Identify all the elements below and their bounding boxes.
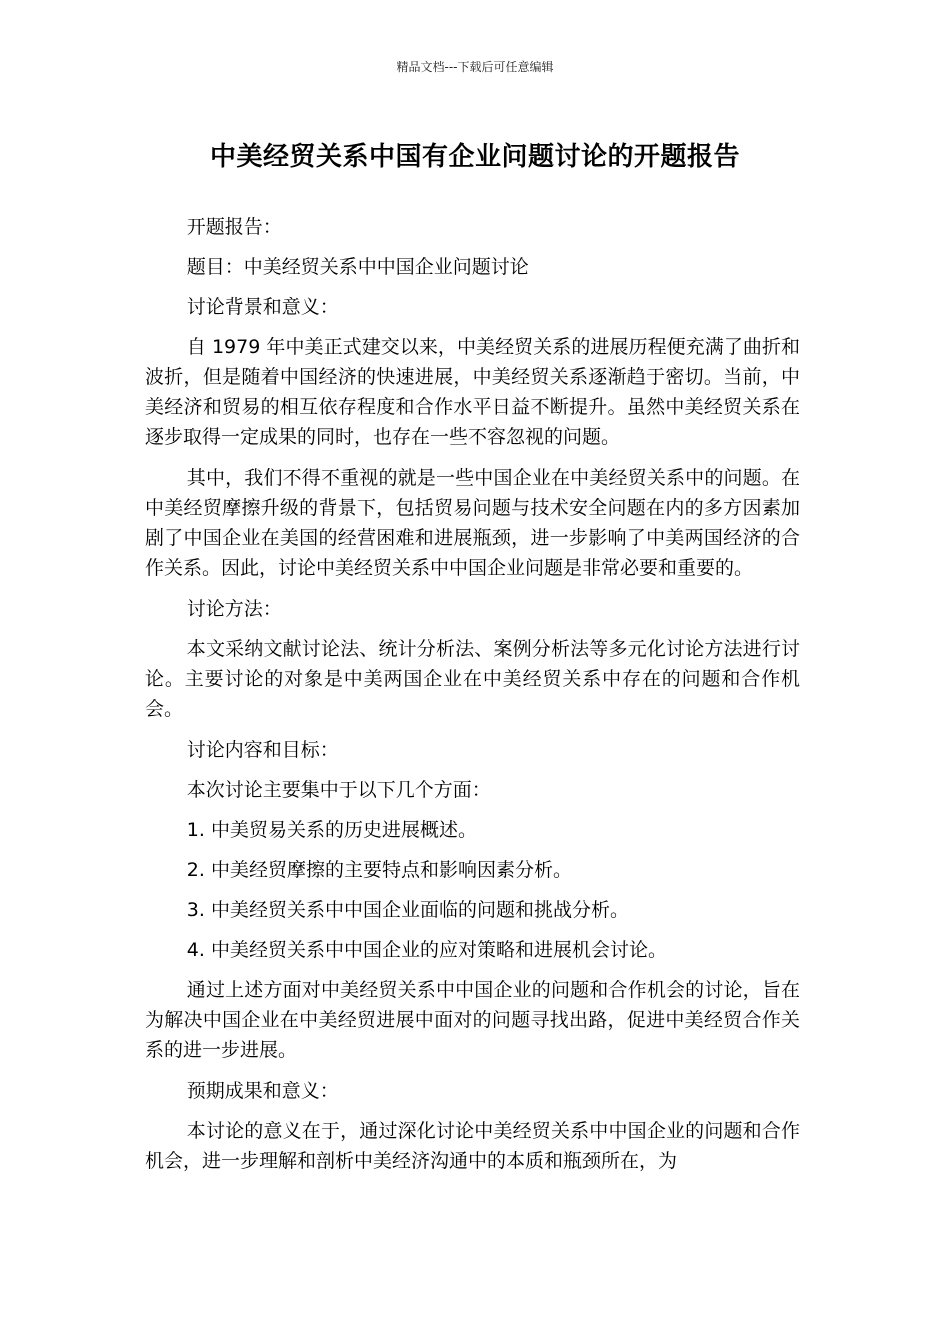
paragraph: 预期成果和意义： bbox=[186, 1080, 339, 1102]
paragraph: 本文采纳文献讨论法、统计分析法、案例分析法等多元化讨论方法进行讨论。主要讨论的对象是中美两国企业在中美经贸关系中存在的问题和合作机会。 bbox=[145, 638, 800, 720]
paragraph: 自 1979 年中美正式建交以来，中美经贸关系的进展历程便充满了曲折和波折，但是随着中国经济的快速进展，中美经贸关系逐渐趋于密切。当前，中美经济和贸易的相互依存程度和合作水平日益不断提升。虽然中美经贸关系在逐步取得一定成果的同时，也存在一些不容忽视的问题。 bbox=[145, 336, 800, 448]
paragraph: 通过上述方面对中美经贸关系中中国企业的问题和合作机会的讨论，旨在为解决中国企业在中美经贸进展中面对的问题寻找出路，促进中美经贸合作关系的进一步进展。 bbox=[145, 979, 800, 1061]
paragraph: 本次讨论主要集中于以下几个方面： bbox=[186, 779, 491, 801]
paragraph: 题目：中美经贸关系中中国企业问题讨论 bbox=[186, 256, 529, 278]
paragraph: 讨论背景和意义： bbox=[186, 296, 339, 318]
list-item: 1. 中美贸易关系的历史进展概述。 bbox=[186, 819, 477, 841]
list-item: 3. 中美经贸关系中中国企业面临的问题和挑战分析。 bbox=[186, 899, 629, 921]
list-item: 2. 中美经贸摩擦的主要特点和影响因素分析。 bbox=[186, 859, 572, 881]
document-body bbox=[145, 212, 800, 1187]
paragraph: 开题报告： bbox=[186, 216, 282, 238]
header-note: 精品文档---下载后可任意编辑 bbox=[396, 60, 554, 74]
paragraph: 其中，我们不得不重视的就是一些中国企业在中美经贸关系中的问题。在中美经贸摩擦升级的背景下，包括贸易问题与技术安全问题在内的多方因素加剧了中国企业在美国的经营困难和进展瓶颈，进一步影响了中美两国经济的合作关系。因此，讨论中美经贸关系中中国企业问题是非常必要和重要的。 bbox=[145, 467, 800, 579]
document-title: 中美经贸关系中国有企业问题讨论的开题报告 bbox=[209, 142, 740, 172]
list-item: 4. 中美经贸关系中中国企业的应对策略和进展机会讨论。 bbox=[186, 939, 667, 961]
paragraph: 本讨论的意义在于，通过深化讨论中美经贸关系中中国企业的问题和合作机会，进一步理解和剖析中美经济沟通中的本质和瓶颈所在，为 bbox=[145, 1120, 800, 1172]
paragraph: 讨论方法： bbox=[186, 598, 282, 620]
paragraph: 讨论内容和目标： bbox=[186, 739, 339, 761]
